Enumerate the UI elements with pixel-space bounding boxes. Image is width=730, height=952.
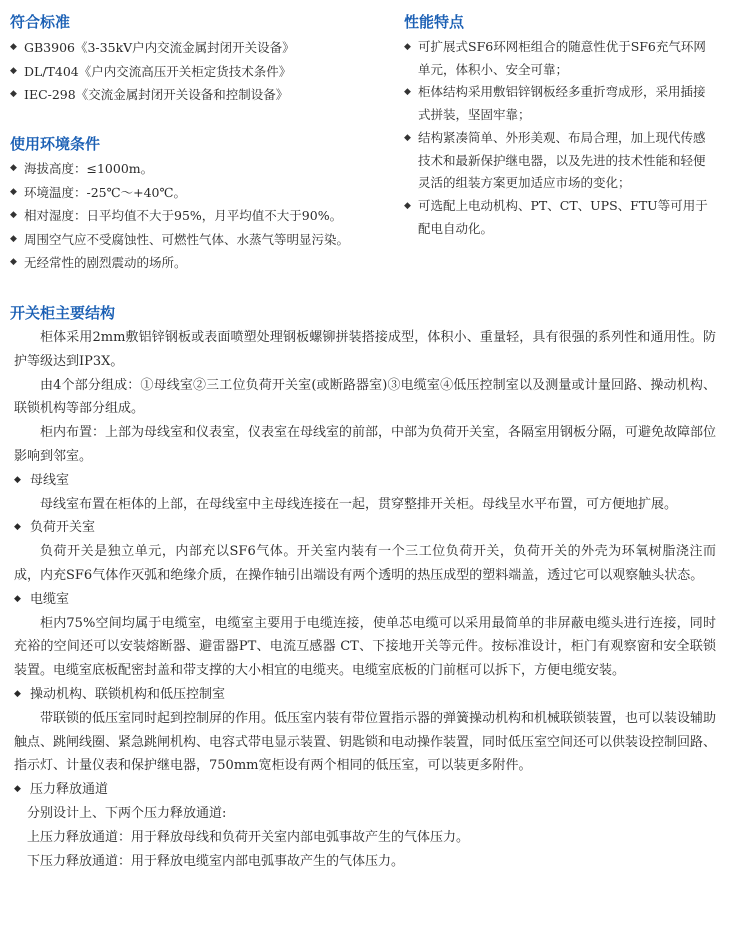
section-mechanism-title: ◆ 操动机构、联锁机构和低压控制室 — [14, 683, 716, 707]
features-heading: 性能特点 — [404, 13, 465, 31]
diamond-bullet-icon: ◆ — [10, 210, 17, 221]
structure-body — [14, 326, 716, 873]
standards-list — [10, 36, 380, 107]
diamond-bullet-icon: ◆ — [10, 233, 17, 244]
diamond-bullet-icon: ◆ — [10, 89, 17, 100]
section-busbar-title: ◆ 母线室 — [14, 469, 716, 493]
diamond-bullet-icon: ◆ — [404, 42, 411, 52]
structure-intro-3: 柜内布置：上部为母线室和仪表室，仪表室在母线室的前部，中部为负荷开关室，各隔室用钢板分隔，可避免故障部位影响到邻室。 — [14, 425, 717, 464]
diamond-bullet-icon: ◆ — [14, 474, 21, 485]
diamond-bullet-icon: ◆ — [14, 593, 21, 604]
diamond-bullet-icon: ◆ — [10, 65, 17, 76]
list-item: ◆ 无经常性的剧烈震动的场所。 — [10, 251, 380, 275]
section-load-switch-title: ◆ 负荷开关室 — [14, 516, 716, 540]
diamond-bullet-icon: ◆ — [404, 132, 411, 143]
section-cable-text: 柜内75%空间均属于电缆室，电缆室主要用于电缆连接，使单芯电缆可以采用最简单的非屏蔽电缆头进行连接，同时充裕的空间还可以安装熔断器、避雷器PT、电流互感器 CT、下接地开关等元件。按标准设计，柜门有观察窗和安全联锁装置。电缆室底板配密封盖和带支撑的大小相宜的电缆夹。电缆室底板的门前框可以拆下，方便电缆安装。 — [14, 615, 716, 679]
pressure-line-3: 下压力释放通道：用于释放电缆室内部电弧事故产生的气体压力。 — [27, 853, 405, 869]
environment-heading: 使用环境条件 — [10, 135, 101, 153]
diamond-bullet-icon: ◆ — [10, 42, 17, 52]
structure-heading: 开关柜主要结构 — [10, 304, 116, 322]
list-item: ◆ 可选配上电动机构、PT、CT、UPS、FTU等可用于配电自动化。 — [404, 195, 714, 240]
list-item: ◆ 可扩展式SF6环网柜组合的随意性优于SF6充气环网单元，体积小、安全可靠； — [404, 36, 714, 81]
structure-intro-2: 由4个部分组成：①母线室②三工位负荷开关室(或断路器室)③电缆室④低压控制室以及测量或计量回路、操动机构、联锁机构等部分组成。 — [14, 377, 716, 417]
standards-heading: 符合标准 — [10, 13, 71, 31]
diamond-bullet-icon: ◆ — [404, 200, 411, 211]
structure-intro-1: 柜体采用2mm敷铝锌钢板或表面喷塑处理钢板螺铆拼装搭接成型，体积小、重量轻，具有很强的系列性和通用性。防护等级达到IP3X。 — [14, 330, 716, 369]
list-item: ◆ 周围空气应不受腐蚀性、可燃性气体、水蒸气等明显污染。 — [10, 228, 380, 252]
diamond-bullet-icon: ◆ — [14, 522, 21, 533]
list-item: ◆ 环境温度：-25℃～+40℃。 — [10, 181, 380, 205]
diamond-bullet-icon: ◆ — [10, 186, 17, 197]
list-item: ◆ 结构紧凑简单、外形美观、布局合理，加上现代传感技术和最新保护继电器，以及先进的技术性能和轻便灵活的组装方案更加适应市场的变化； — [404, 127, 714, 195]
list-item: ◆ 海拔高度：≤1000m。 — [10, 157, 380, 181]
diamond-bullet-icon: ◆ — [10, 163, 17, 173]
diamond-bullet-icon: ◆ — [14, 688, 21, 699]
list-item: ◆ DL/T404《户内交流高压开关柜定货技术条件》 — [10, 60, 380, 84]
features-list — [404, 36, 714, 240]
section-mechanism-text: 带联锁的低压室同时起到控制屏的作用。低压室内装有带位置指示器的弹簧操动机构和机械联锁装置，也可以装设辅助触点、跳闸线圈、紧急跳闸机构、电容式带电显示装置、钥匙锁和电动操作装置，同时低压室空间还可以供装设控制回路、指示灯、计量仪表和保护继电器，750mm宽柜设有两个相同的低压室，可以装更多附件。 — [14, 710, 717, 774]
list-item: ◆ 柜体结构采用敷铝锌钢板经多重折弯成形，采用插接式拼装，坚固牢靠； — [404, 81, 714, 126]
section-pressure-title: ◆ 压力释放通道 — [14, 778, 716, 802]
section-cable-title: ◆ 电缆室 — [14, 588, 716, 612]
list-item: ◆ GB3906《3-35kV户内交流金属封闭开关设备》 — [10, 36, 380, 60]
pressure-line-2: 上压力释放通道：用于释放母线和负荷开关室内部电弧事故产生的气体压力。 — [27, 829, 470, 845]
pressure-line-1: 分别设计上、下两个压力释放通道: — [27, 805, 227, 821]
section-busbar-text: 母线室布置在柜体的上部，在母线室中主母线连接在一起，贯穿整排开关柜。母线呈水平布置，可方便地扩展。 — [40, 496, 678, 512]
list-item: ◆ 相对湿度：日平均值不大于95%，月平均值不大于90%。 — [10, 204, 380, 228]
diamond-bullet-icon: ◆ — [404, 87, 411, 98]
diamond-bullet-icon: ◆ — [14, 784, 21, 795]
diamond-bullet-icon: ◆ — [10, 257, 17, 268]
environment-list — [10, 157, 380, 275]
list-item: ◆ IEC-298《交流金属封闭开关设备和控制设备》 — [10, 83, 380, 107]
section-load-switch-text: 负荷开关是独立单元，内部充以SF6气体。开关室内装有一个三工位负荷开关，负荷开关的外壳为环氧树脂浇注而成，内充SF6气体作灭弧和绝缘介质，在操作轴引出端设有两个透明的热压成型的塑料端盖，透过它可以观察触头状态。 — [14, 544, 716, 583]
